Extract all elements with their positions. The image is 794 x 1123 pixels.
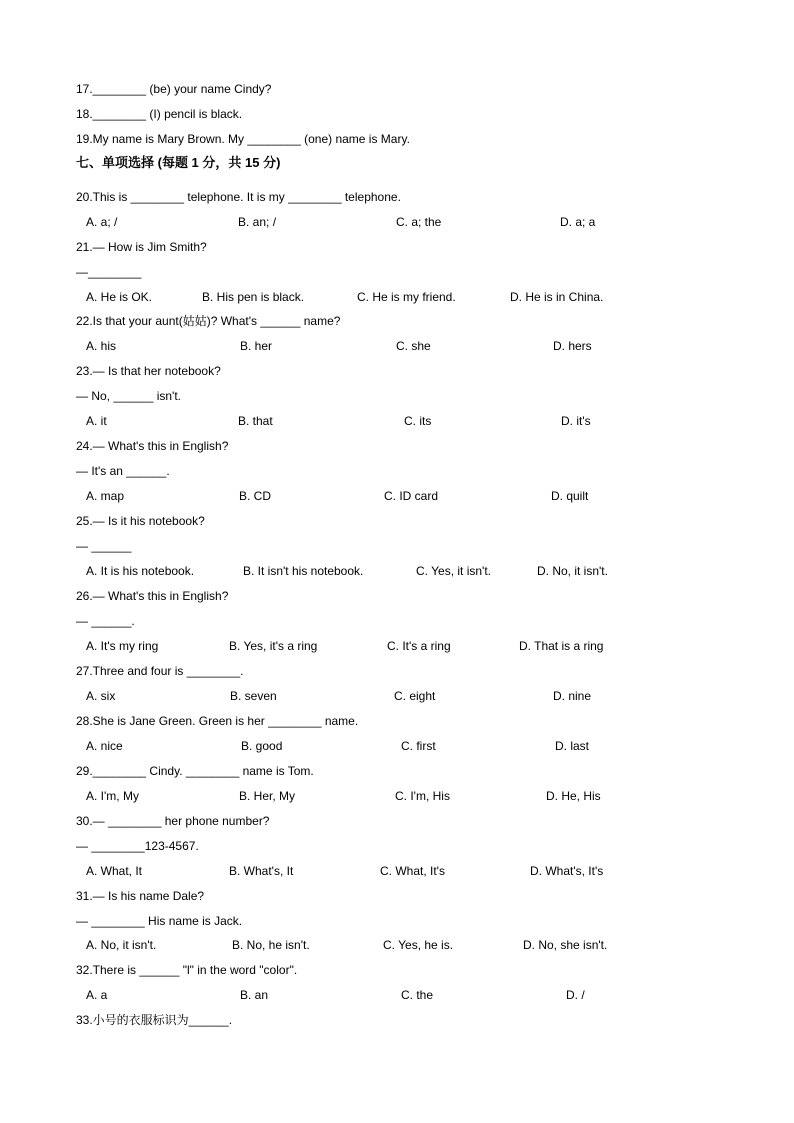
question-stem: 22.Is that your aunt(姑姑)? What's ______ name? bbox=[76, 314, 341, 328]
option-c: C. Yes, it isn't. bbox=[416, 564, 491, 578]
option-c: C. its bbox=[404, 414, 432, 428]
question-stem: — ______ bbox=[76, 539, 132, 553]
option-b: B. What's, It bbox=[229, 864, 294, 878]
option-d: D. He is in China. bbox=[510, 290, 604, 304]
option-a: A. six bbox=[86, 689, 116, 703]
question-stem: — ________123-4567. bbox=[76, 839, 199, 853]
option-d: D. nine bbox=[553, 689, 592, 703]
option-b: B. that bbox=[238, 414, 273, 428]
question-stem: 25.— Is it his notebook? bbox=[76, 514, 205, 528]
option-c: C. first bbox=[401, 739, 436, 753]
question-stem: 30.— ________ her phone number? bbox=[76, 814, 270, 828]
option-d: D. What's, It's bbox=[530, 864, 604, 878]
option-c: C. she bbox=[396, 339, 431, 353]
question-stem: 33.小号的衣服标识为______. bbox=[76, 1013, 233, 1027]
question-stem: 23.— Is that her notebook? bbox=[76, 364, 221, 378]
question-18: 18.________ (I) pencil is black. bbox=[76, 107, 243, 121]
question-stem: 32.There is ______ "l" in the word "color". bbox=[76, 963, 298, 977]
option-c: C. ID card bbox=[384, 489, 439, 503]
option-c: C. He is my friend. bbox=[357, 290, 456, 304]
option-b: B. Yes, it's a ring bbox=[229, 639, 318, 653]
option-a: A. a; / bbox=[86, 215, 118, 229]
option-d: D. He, His bbox=[546, 789, 601, 803]
option-a: A. What, It bbox=[86, 864, 143, 878]
question-stem: — It's an ______. bbox=[76, 464, 170, 478]
option-a: A. a bbox=[86, 988, 108, 1002]
question-stem: 26.— What's this in English? bbox=[76, 589, 229, 603]
option-d: D. / bbox=[566, 988, 585, 1002]
option-a: A. I'm, My bbox=[86, 789, 139, 803]
option-c: C. eight bbox=[394, 689, 436, 703]
question-19: 19.My name is Mary Brown. My ________ (one) name is Mary. bbox=[76, 132, 410, 146]
question-stem: 29.________ Cindy. ________ name is Tom. bbox=[76, 764, 314, 778]
question-stem: 20.This is ________ telephone. It is my ________ telephone. bbox=[76, 190, 401, 204]
question-stem: 27.Three and four is ________. bbox=[76, 664, 244, 678]
option-a: A. It's my ring bbox=[86, 639, 159, 653]
option-d: D. No, it isn't. bbox=[537, 564, 608, 578]
question-stem: —________ bbox=[76, 265, 142, 279]
option-c: C. What, It's bbox=[380, 864, 445, 878]
option-c: C. the bbox=[401, 988, 434, 1002]
question-stem: 24.— What's this in English? bbox=[76, 439, 229, 453]
option-a: A. It is his notebook. bbox=[86, 564, 195, 578]
option-a: A. map bbox=[86, 489, 125, 503]
question-17: 17.________ (be) your name Cindy? bbox=[76, 82, 272, 96]
option-b: B. good bbox=[241, 739, 283, 753]
option-b: B. her bbox=[240, 339, 273, 353]
option-a: A. it bbox=[86, 414, 107, 428]
question-stem: — ________ His name is Jack. bbox=[76, 914, 243, 928]
question-stem: 28.She is Jane Green. Green is her ________ name. bbox=[76, 714, 359, 728]
option-a: A. No, it isn't. bbox=[86, 938, 157, 952]
option-d: D. it's bbox=[561, 414, 591, 428]
option-b: B. No, he isn't. bbox=[232, 938, 310, 952]
question-stem: 21.— How is Jim Smith? bbox=[76, 240, 207, 254]
question-stem: — No, ______ isn't. bbox=[76, 389, 182, 403]
option-c: C. It's a ring bbox=[387, 639, 451, 653]
option-d: D. hers bbox=[553, 339, 592, 353]
question-stem: 31.— Is his name Dale? bbox=[76, 889, 205, 903]
option-c: C. I'm, His bbox=[395, 789, 450, 803]
option-b: B. Her, My bbox=[239, 789, 296, 803]
option-a: A. nice bbox=[86, 739, 123, 753]
option-c: C. a; the bbox=[396, 215, 442, 229]
option-d: D. No, she isn't. bbox=[523, 938, 608, 952]
option-d: D. last bbox=[555, 739, 590, 753]
option-d: D. a; a bbox=[560, 215, 596, 229]
option-b: B. seven bbox=[230, 689, 277, 703]
option-d: D. That is a ring bbox=[519, 639, 604, 653]
option-b: B. an; / bbox=[238, 215, 277, 229]
option-a: A. his bbox=[86, 339, 117, 353]
option-d: D. quilt bbox=[551, 489, 589, 503]
section-title: 七、单项选择 (每题 1 分，共 15 分) bbox=[76, 155, 281, 170]
option-a: A. He is OK. bbox=[86, 290, 153, 304]
question-stem: — ______. bbox=[76, 614, 135, 628]
option-b: B. an bbox=[240, 988, 269, 1002]
option-b: B. CD bbox=[239, 489, 272, 503]
option-c: C. Yes, he is. bbox=[383, 938, 454, 952]
option-b: B. It isn't his notebook. bbox=[243, 564, 364, 578]
option-b: B. His pen is black. bbox=[202, 290, 305, 304]
